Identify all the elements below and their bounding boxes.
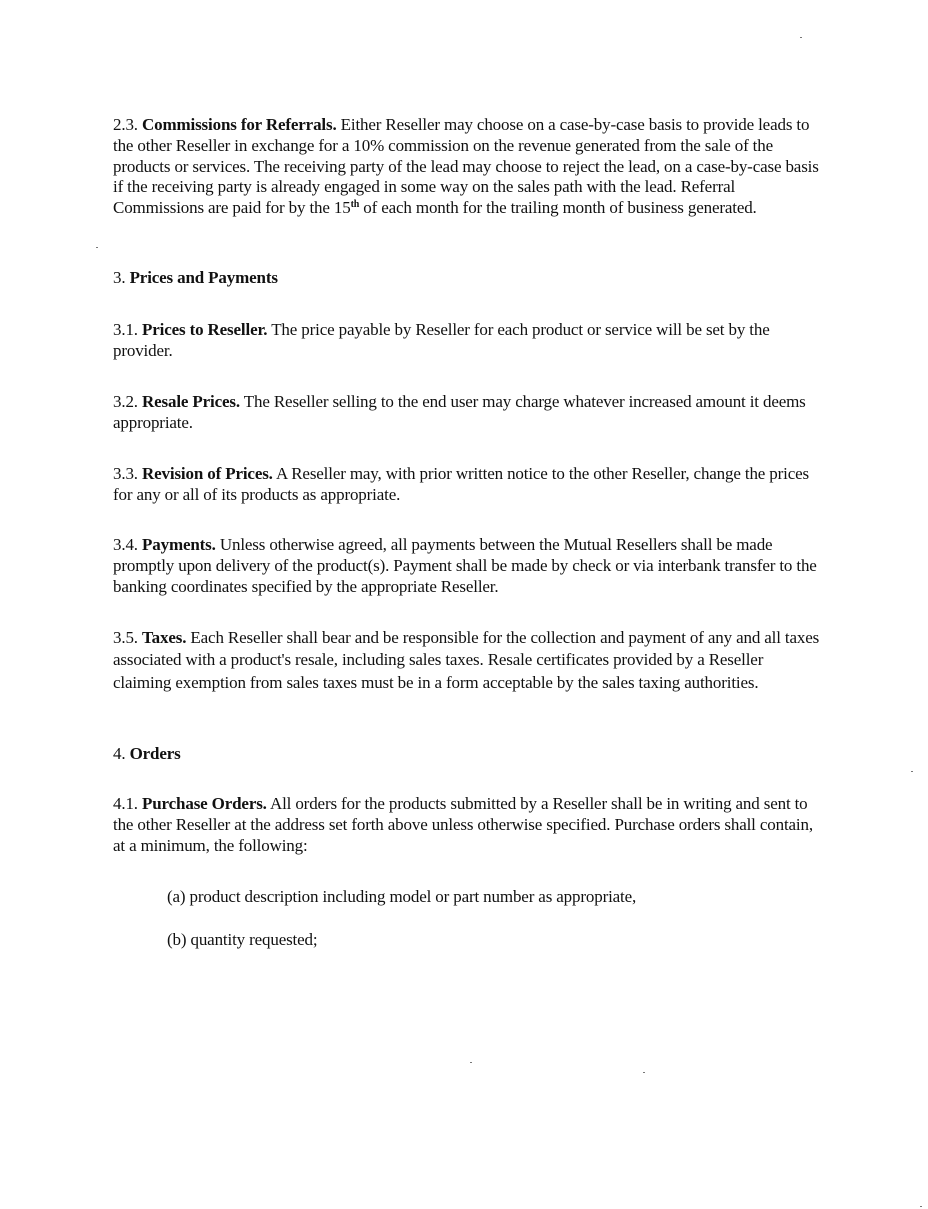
heading-title: Prices and Payments <box>129 268 278 287</box>
section-title: Revision of Prices. <box>142 464 273 483</box>
section-number: 3.2. <box>113 392 138 411</box>
section-3-5 <box>113 627 825 694</box>
section-title: Payments. <box>142 535 216 554</box>
section-body: The price payable by Reseller for each product or service will be set by the provider. <box>113 320 770 360</box>
scan-speck <box>920 1206 922 1207</box>
section-2-3 <box>113 115 825 219</box>
section-body: A Reseller may, with prior written notice to the other Reseller, change the prices for any or all of its products as appropriate. <box>113 464 809 504</box>
list-item-a: (a) product description including model or part number as appropriate, <box>167 887 637 906</box>
scan-speck <box>911 771 913 772</box>
section-body: Each Reseller shall bear and be responsible for the collection and payment of any and all taxes associated with a product's resale, including sales taxes. Resale certificates provided by a Reseller claiming exemption from sales taxes must be in a form acceptable by the sales taxing authorities. <box>113 628 820 692</box>
heading-4 <box>113 744 825 765</box>
section-body: The Reseller selling to the end user may charge whatever increased amount it deems appropriate. <box>113 392 806 432</box>
scan-speck <box>800 37 802 38</box>
section-4-1 <box>113 794 825 856</box>
scan-speck <box>643 1072 645 1073</box>
section-body: Either Reseller may choose on a case-by-case basis to provide leads to the other Reseller in exchange for a 10% commission on the revenue generated from the sale of the products or services. The receiving party of the lead may choose to reject the lead, on a case-by-case basis if the receiving party is already engaged in some way on the sales path with the lead. Referral Commissions are paid for by the 15 <box>113 115 819 218</box>
section-number: 3.4. <box>113 535 138 554</box>
section-title: Prices to Reseller. <box>142 320 268 339</box>
list-item-b: (b) quantity requested; <box>167 930 318 949</box>
section-number: 4.1. <box>113 794 138 813</box>
section-title: Resale Prices. <box>142 392 240 411</box>
heading-title: Orders <box>129 744 181 763</box>
section-3-3 <box>113 464 825 506</box>
section-number: 3.1. <box>113 320 138 339</box>
section-body-cont: of each month for the trailing month of business generated. <box>359 198 757 218</box>
ordinal-suffix: th <box>350 199 360 211</box>
section-title: Commissions for Referrals. <box>142 115 337 134</box>
scan-speck <box>96 247 98 248</box>
heading-number: 4. <box>113 744 126 763</box>
heading-3 <box>113 268 825 289</box>
section-number: 2.3. <box>113 115 138 134</box>
section-3-1 <box>113 320 825 362</box>
section-number: 3.5. <box>113 628 138 647</box>
section-body: All orders for the products submitted by a Reseller shall be in writing and sent to the other Reseller at the address set forth above unless otherwise specified. Purchase orders shall contain, at a minimum, the following: <box>113 794 813 855</box>
section-title: Taxes. <box>142 628 187 647</box>
section-3-4 <box>113 535 825 597</box>
section-title: Purchase Orders. <box>142 794 267 813</box>
section-3-2 <box>113 392 825 434</box>
section-number: 3.3. <box>113 464 138 483</box>
heading-number: 3. <box>113 268 126 287</box>
section-body: Unless otherwise agreed, all payments between the Mutual Resellers shall be made promptly upon delivery of the product(s). Payment shall be made by check or via interbank transfer to the banking coordinates specified by the appropriate Reseller. <box>113 535 817 596</box>
scan-speck <box>470 1062 472 1063</box>
